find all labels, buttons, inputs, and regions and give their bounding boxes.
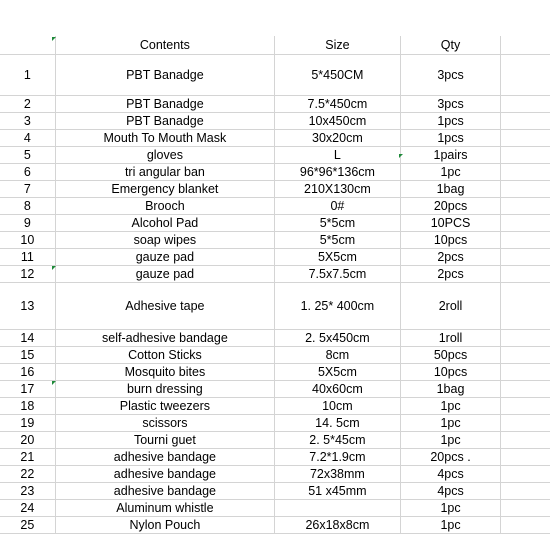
table-row (0, 364, 550, 381)
qty-cell[interactable]: 1pc (400, 500, 501, 517)
qty-cell[interactable]: 2roll (400, 283, 501, 330)
size-cell[interactable]: 7.2*1.9cm (275, 449, 401, 466)
table-row (0, 164, 550, 181)
empty-cell[interactable] (501, 113, 550, 130)
empty-cell[interactable] (501, 466, 550, 483)
table-row (0, 130, 550, 147)
header-size[interactable]: Size (275, 36, 401, 55)
row-number-cell[interactable]: 25 (0, 517, 55, 534)
empty-cell[interactable] (501, 398, 550, 415)
table-row (0, 330, 550, 347)
table-row (0, 198, 550, 215)
contents-cell[interactable]: tri angular ban (55, 164, 274, 181)
qty-cell[interactable]: 1pc (400, 432, 501, 449)
empty-cell[interactable] (501, 364, 550, 381)
qty-cell[interactable]: 10pcs (400, 364, 501, 381)
table-row (0, 466, 550, 483)
size-cell[interactable]: 5X5cm (275, 249, 401, 266)
size-cell[interactable]: 26x18x8cm (275, 517, 401, 534)
table-row (0, 113, 550, 130)
size-cell[interactable]: 5*5cm (275, 215, 401, 232)
empty-cell[interactable] (501, 500, 550, 517)
size-cell[interactable]: 7.5x7.5cm (275, 266, 401, 283)
qty-cell[interactable]: 20pcs (400, 198, 501, 215)
table-row (0, 249, 550, 266)
size-cell[interactable]: 2. 5x450cm (275, 330, 401, 347)
row-number-cell[interactable]: 4 (0, 130, 55, 147)
table-row (0, 398, 550, 415)
qty-cell[interactable]: 1bag (400, 381, 501, 398)
qty-cell[interactable]: 1pc (400, 398, 501, 415)
contents-cell[interactable]: PBT Banadge (55, 96, 274, 113)
row-number-cell[interactable]: 18 (0, 398, 55, 415)
contents-cell[interactable]: Cotton Sticks (55, 347, 274, 364)
contents-cell[interactable]: Adhesive tape (55, 283, 274, 330)
row-number-cell[interactable]: 17 (0, 381, 55, 398)
table-row (0, 415, 550, 432)
table-row (0, 215, 550, 232)
size-cell[interactable]: 30x20cm (275, 130, 401, 147)
empty-cell[interactable] (501, 266, 550, 283)
qty-cell[interactable]: 1bag (400, 181, 501, 198)
header-no[interactable] (0, 36, 55, 55)
table-row (0, 181, 550, 198)
empty-cell[interactable] (501, 517, 550, 534)
contents-cell[interactable]: burn dressing (55, 381, 274, 398)
contents-cell[interactable]: adhesive bandage (55, 449, 274, 466)
empty-cell[interactable] (501, 164, 550, 181)
header-contents[interactable]: Contents (55, 36, 274, 55)
qty-cell[interactable]: 3pcs (400, 55, 501, 96)
size-cell[interactable]: 210X130cm (275, 181, 401, 198)
table-row (0, 347, 550, 364)
row-number-cell[interactable]: 23 (0, 483, 55, 500)
empty-cell[interactable] (501, 55, 550, 96)
empty-cell[interactable] (501, 232, 550, 249)
row-number-cell[interactable]: 12 (0, 266, 55, 283)
qty-cell[interactable]: 10PCS (400, 215, 501, 232)
contents-cell[interactable]: PBT Banadge (55, 55, 274, 96)
size-cell[interactable]: 2. 5*45cm (275, 432, 401, 449)
empty-cell[interactable] (501, 432, 550, 449)
empty-cell[interactable] (501, 381, 550, 398)
table-row (0, 449, 550, 466)
row-number-cell[interactable]: 19 (0, 415, 55, 432)
contents-cell[interactable]: Nylon Pouch (55, 517, 274, 534)
size-cell[interactable]: 5*5cm (275, 232, 401, 249)
contents-cell[interactable]: gauze pad (55, 266, 274, 283)
row-number-cell[interactable]: 5 (0, 147, 55, 164)
empty-cell[interactable] (501, 198, 550, 215)
contents-cell[interactable]: Aluminum whistle (55, 500, 274, 517)
empty-cell[interactable] (501, 249, 550, 266)
contents-cell[interactable]: Mosquito bites (55, 364, 274, 381)
size-cell[interactable]: 5X5cm (275, 364, 401, 381)
size-cell[interactable]: 8cm (275, 347, 401, 364)
table-row (0, 55, 550, 96)
empty-cell[interactable] (501, 96, 550, 113)
row-number-cell[interactable]: 11 (0, 249, 55, 266)
size-cell[interactable]: 51 x45mm (275, 483, 401, 500)
row-number-cell[interactable]: 7 (0, 181, 55, 198)
row-number-cell[interactable]: 6 (0, 164, 55, 181)
contents-cell[interactable]: adhesive bandage (55, 483, 274, 500)
qty-cell[interactable]: 1pcs (400, 113, 501, 130)
empty-cell[interactable] (501, 130, 550, 147)
row-number-cell[interactable]: 22 (0, 466, 55, 483)
qty-cell[interactable]: 1pc (400, 415, 501, 432)
size-cell[interactable]: 0# (275, 198, 401, 215)
empty-cell[interactable] (501, 147, 550, 164)
table-row (0, 266, 550, 283)
contents-table (0, 36, 550, 534)
contents-cell[interactable]: soap wipes (55, 232, 274, 249)
table-row (0, 147, 550, 164)
table-row (0, 483, 550, 500)
size-cell[interactable]: 10x450cm (275, 113, 401, 130)
qty-cell[interactable]: 1pcs (400, 130, 501, 147)
qty-cell[interactable]: 4pcs (400, 483, 501, 500)
row-number-cell[interactable]: 8 (0, 198, 55, 215)
size-cell[interactable]: 7.5*450cm (275, 96, 401, 113)
contents-cell[interactable]: Plastic tweezers (55, 398, 274, 415)
row-number-cell[interactable]: 2 (0, 96, 55, 113)
contents-cell[interactable]: Alcohol Pad (55, 215, 274, 232)
row-number-cell[interactable]: 1 (0, 55, 55, 96)
qty-cell[interactable]: 50pcs (400, 347, 501, 364)
size-cell[interactable]: 40x60cm (275, 381, 401, 398)
size-cell[interactable]: 10cm (275, 398, 401, 415)
contents-cell[interactable]: PBT Banadge (55, 113, 274, 130)
row-number-cell[interactable]: 14 (0, 330, 55, 347)
comment-indicator-icon (52, 381, 56, 385)
header-row (0, 36, 550, 55)
empty-cell[interactable] (501, 347, 550, 364)
row-number-cell[interactable]: 9 (0, 215, 55, 232)
row-number-cell[interactable]: 24 (0, 500, 55, 517)
empty-cell[interactable] (501, 330, 550, 347)
size-cell[interactable]: 1. 25* 400cm (275, 283, 401, 330)
table-row (0, 432, 550, 449)
table-row (0, 381, 550, 398)
empty-cell[interactable] (501, 215, 550, 232)
qty-cell[interactable]: 1pairs (400, 147, 501, 164)
size-cell[interactable]: 5*450CM (275, 55, 401, 96)
empty-cell[interactable] (501, 449, 550, 466)
qty-cell[interactable]: 10pcs (400, 232, 501, 249)
qty-cell[interactable]: 3pcs (400, 96, 501, 113)
row-number-cell[interactable]: 16 (0, 364, 55, 381)
size-cell[interactable]: L (275, 147, 401, 164)
qty-cell[interactable]: 2pcs (400, 266, 501, 283)
header-qty[interactable]: Qty (400, 36, 501, 55)
table-row (0, 500, 550, 517)
contents-cell[interactable]: self-adhesive bandage (55, 330, 274, 347)
size-cell[interactable] (275, 500, 401, 517)
size-cell[interactable]: 72x38mm (275, 466, 401, 483)
contents-cell[interactable]: Brooch (55, 198, 274, 215)
contents-cell[interactable]: scissors (55, 415, 274, 432)
empty-cell[interactable] (501, 36, 550, 55)
qty-cell[interactable]: 1pc (400, 517, 501, 534)
row-number-cell[interactable]: 15 (0, 347, 55, 364)
qty-cell[interactable]: 1pc (400, 164, 501, 181)
contents-cell[interactable]: Tourni guet (55, 432, 274, 449)
comment-indicator-icon (52, 37, 56, 41)
table-row (0, 283, 550, 330)
empty-cell[interactable] (501, 415, 550, 432)
contents-cell[interactable]: gauze pad (55, 249, 274, 266)
row-number-cell[interactable]: 20 (0, 432, 55, 449)
table-row (0, 517, 550, 534)
contents-cell[interactable]: Mouth To Mouth Mask (55, 130, 274, 147)
size-cell[interactable]: 96*96*136cm (275, 164, 401, 181)
size-cell[interactable]: 14. 5cm (275, 415, 401, 432)
table-row (0, 232, 550, 249)
contents-cell[interactable]: adhesive bandage (55, 466, 274, 483)
qty-cell[interactable]: 1roll (400, 330, 501, 347)
row-number-cell[interactable]: 3 (0, 113, 55, 130)
empty-cell[interactable] (501, 283, 550, 330)
row-number-cell[interactable]: 10 (0, 232, 55, 249)
empty-cell[interactable] (501, 181, 550, 198)
empty-cell[interactable] (501, 483, 550, 500)
contents-cell[interactable]: Emergency blanket (55, 181, 274, 198)
table-row (0, 96, 550, 113)
row-number-cell[interactable]: 21 (0, 449, 55, 466)
qty-cell[interactable]: 2pcs (400, 249, 501, 266)
comment-indicator-icon (399, 154, 403, 158)
contents-cell[interactable]: gloves (55, 147, 274, 164)
qty-cell[interactable]: 4pcs (400, 466, 501, 483)
comment-indicator-icon (52, 266, 56, 270)
qty-cell[interactable]: 20pcs . (400, 449, 501, 466)
row-number-cell[interactable]: 13 (0, 283, 55, 330)
